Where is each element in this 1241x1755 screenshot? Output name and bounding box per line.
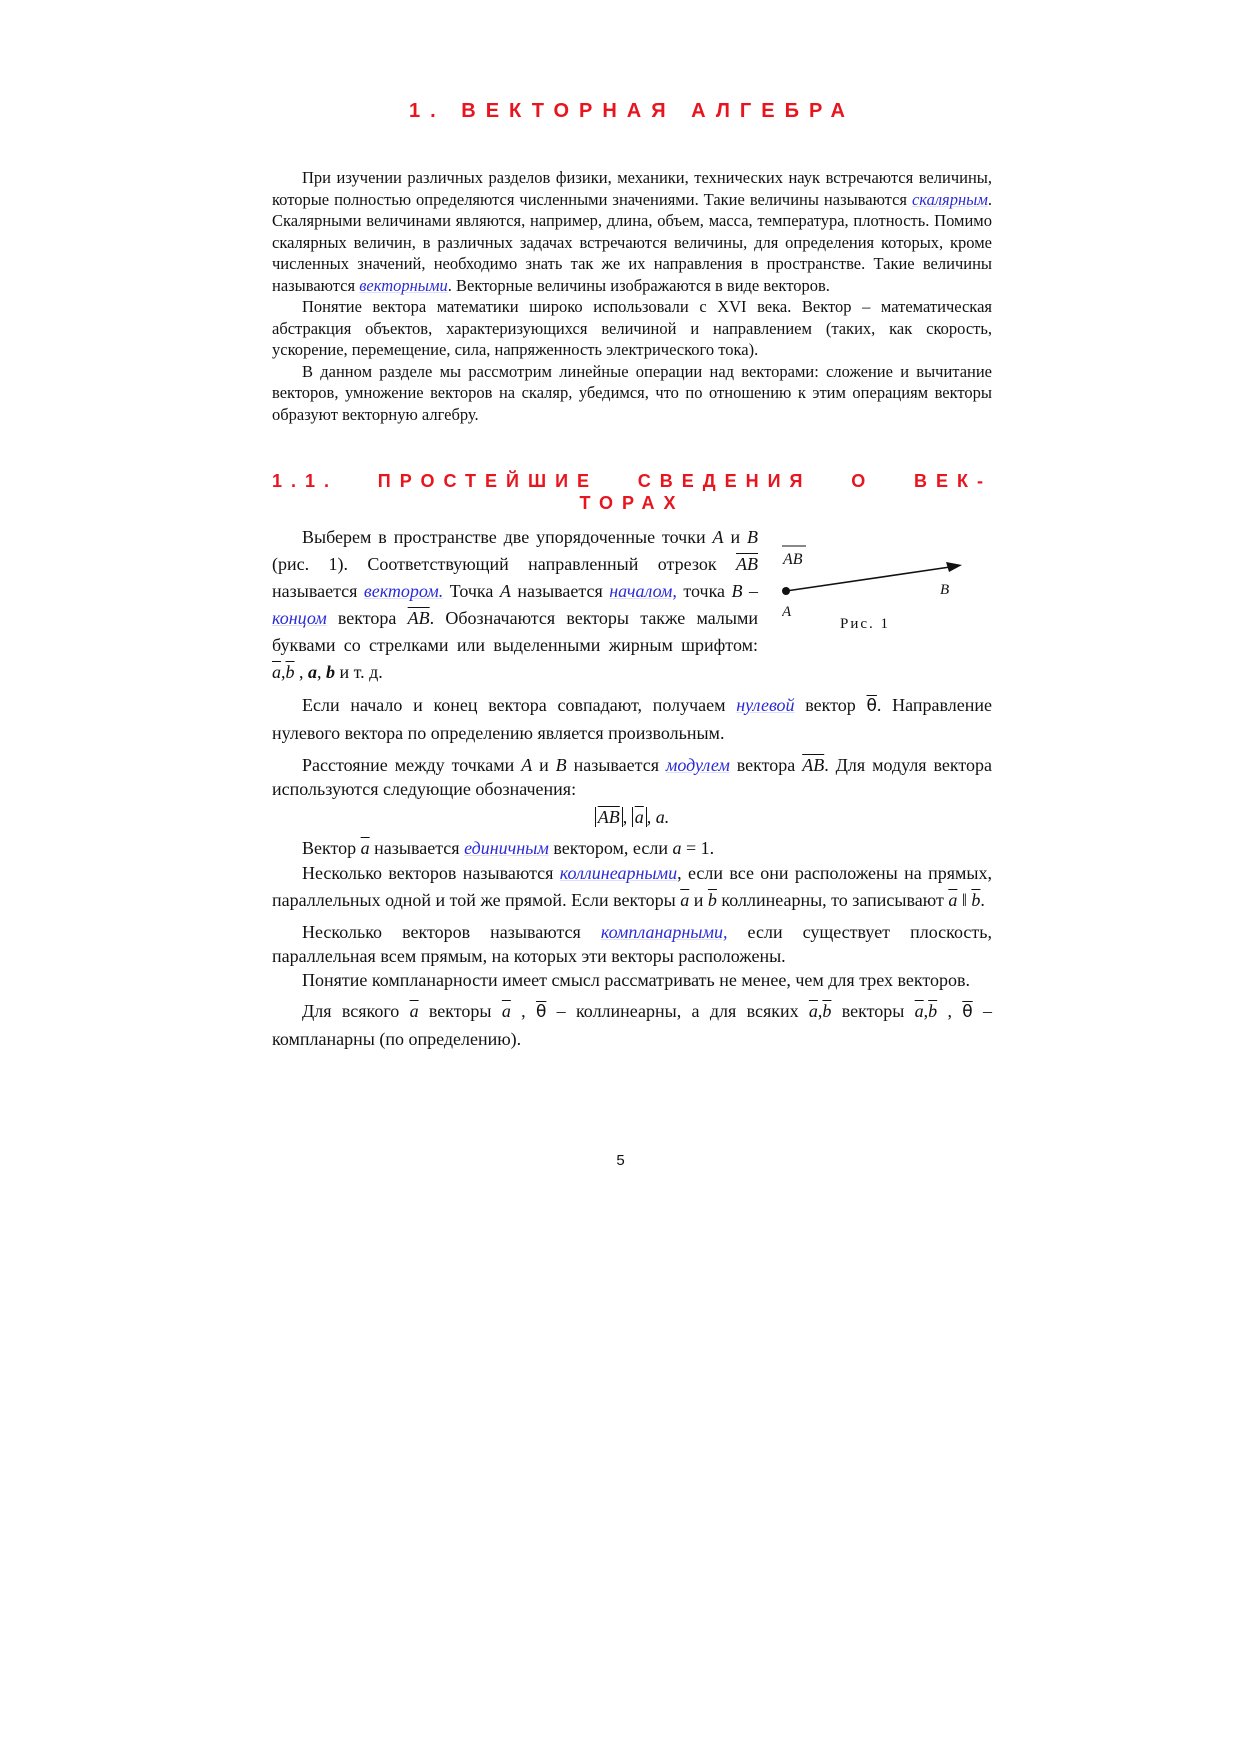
figure-caption: Рис. 1 (840, 616, 891, 632)
point-a-dot (782, 587, 790, 595)
coplanar-paragraph: Несколько векторов называются компланарными, если существует плоскость, параллельная всем прямым, на которых эти векторы расположены. (272, 922, 992, 966)
term-scalar[interactable]: скалярным (911, 189, 988, 209)
term-end[interactable]: концом (272, 608, 327, 628)
figure-point-a: A (782, 604, 792, 620)
zero-vector-paragraph: Если начало и конец вектора совпадают, получаем нулевой вектор $\overline{\theta}$. Направление нулевого вектора по определению является произвольным. (272, 695, 992, 743)
definition-block (272, 524, 992, 686)
unit-vector-paragraph: Вектор $\overline{a}$ называется единичным вектором, если a = 1. (302, 838, 715, 858)
term-vector-quantities[interactable]: векторными (359, 275, 448, 295)
term-zero[interactable]: нулевой (736, 695, 795, 715)
chapter-title: 1. ВЕКТОРНАЯ АЛГЕБРА (409, 100, 855, 122)
intro-paragraph-1: При изучении различных разделов физики, механики, технических наук встречаются величины, которые полностью определяются численными значениями. Такие величины называются скалярным. Скалярными величинами являются, например, длина, объем, масса, температура, плотность. Помимо скалярных величин, в различных задачах встречаются величины, для определения которых, кроме численных значений, необходимо знать так же их направления в пространстве. Такие величины называются векторными. Векторные величины изображаются в виде векторов. (272, 168, 992, 295)
intro-paragraph-2: Понятие вектора математики широко использовали с XVI века. Вектор – математическая абстракция объектов, характеризующихся величиной и направлением (таких, как скорость, ускорение, перемещение, сила, напряженность электрического тока). (272, 297, 992, 359)
term-unit[interactable]: единичным (464, 838, 549, 858)
figure-point-b: B (940, 582, 950, 598)
vector-segment (786, 567, 950, 591)
term-vector[interactable]: вектором. (363, 581, 444, 601)
term-collinear[interactable]: коллинеарными (559, 863, 678, 883)
figure-vector-ab (782, 534, 992, 644)
page-number: 5 (616, 1152, 625, 1169)
page-content (272, 100, 992, 1053)
definition-paragraph: Выберем в пространстве две упорядоченные точки A и B (рис. 1). Соответствующий направленный отрезок $\overline{AB}$ называется вектором. Точка A называется началом, точка B – концом вектора $\overline{AB}$. Обозначаются векторы также малыми буквами со стрелками или выделенными жирным шрифтом: $\overline{a},\overline{b}$ , a, b и т. д. (272, 527, 759, 682)
section-title: 1.1. ПРОСТЕЙШИЕ СВЕДЕНИЯ О ВЕК- ТОРАХ (272, 471, 992, 513)
term-coplanar[interactable]: компланарными, (600, 922, 728, 942)
collinear-paragraph: Несколько векторов называются коллинеарными, если все они расположены на прямых, параллельных одной и той же прямой. Если векторы $\overline{a}$ и $\overline{b}$ коллинеарны, то записывают $\overline{a}$ ‖ $\overline{b}$. (272, 863, 992, 910)
final-paragraph: Для всякого $\overline{a}$ векторы $\overline{a}$ , $\overline{\theta}$ – коллинеарны, а для всяких $\overline{a},\overline{b}$ векторы $\overline{a},\overline{b}$ , $\overline{\theta}$ – компланарны (по определению). (272, 1001, 992, 1049)
intro-paragraph-3: В данном разделе мы рассмотрим линейные операции над векторами: сложение и вычитание векторов, умножение векторов на скаляр, убедимся, что по отношению к этим операциям векторы образуют векторную алгебру. (272, 361, 992, 424)
term-start[interactable]: началом, (609, 581, 677, 601)
term-modulus[interactable]: модулем (665, 755, 730, 775)
figure-vector-label: AB (783, 551, 803, 568)
modulus-paragraph: Расстояние между точками A и B называется модулем вектора $\overline{AB}$. Для модуля вектора используются следующие обозначения: (272, 755, 992, 799)
coplanar-note: Понятие компланарности имеет смысл рассматривать не менее, чем для трех векторов. (302, 970, 971, 990)
modulus-formula: $\overline{AB}$ , $\overline{a}$ , a. (272, 807, 992, 828)
arrowhead-icon (946, 562, 962, 572)
